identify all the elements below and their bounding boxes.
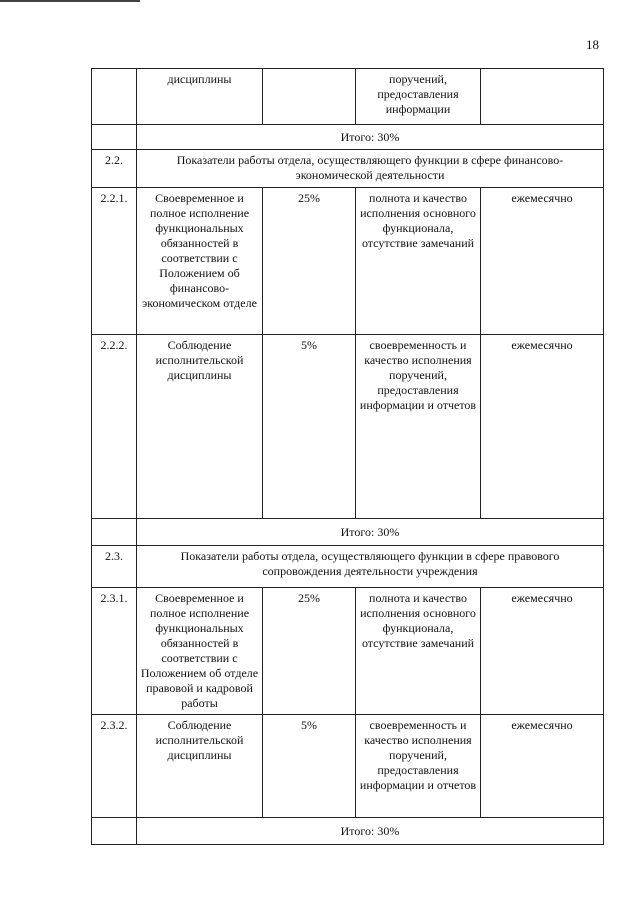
row-condition: полнота и качество исполнения основного функционала, отсутствие замечаний [356, 188, 481, 335]
row-condition: своевременность и качество исполнения поручений, предоставления информации и отчетов [356, 715, 481, 818]
cell-criterion: дисциплины [137, 69, 263, 125]
total-row [92, 125, 604, 150]
section-row-2-3 [92, 546, 604, 588]
row-condition: полнота и качество исполнения основного функционала, отсутствие замечаний [356, 588, 481, 715]
row-period: ежемесячно [481, 715, 604, 818]
cell-num [92, 69, 137, 125]
row-num: 2.3.2. [92, 715, 137, 818]
row-num: 2.2.1. [92, 188, 137, 335]
cell-period [481, 69, 604, 125]
row-criterion: Своевременное и полное исполнение функциональных обязанностей в соответствии с Положением об отделе правовой и кадровой работы [137, 588, 263, 715]
top-edge-rule [0, 0, 140, 2]
row-criterion: Своевременное и полное исполнение функциональных обязанностей в соответствии с Положением об финансово-экономическом отделе [137, 188, 263, 335]
row-percent: 25% [263, 188, 356, 335]
row-criterion: Соблюдение исполнительской дисциплины [137, 335, 263, 519]
cell-percent [263, 69, 356, 125]
row-period: ежемесячно [481, 335, 604, 519]
total-label: Итого: 30% [137, 818, 604, 845]
page-number: 18 [586, 37, 599, 52]
section-title: Показатели работы отдела, осуществляющего функции в сфере финансово-экономической деятельности [137, 150, 604, 188]
total-row [92, 519, 604, 546]
indicators-table [91, 68, 604, 845]
row-num: 2.3.1. [92, 588, 137, 715]
cell-num [92, 125, 137, 150]
row-num: 2.2.2. [92, 335, 137, 519]
table-row [92, 715, 604, 818]
table-row [92, 335, 604, 519]
total-label: Итого: 30% [137, 125, 604, 150]
cell-condition: поручений, предоставления информации [356, 69, 481, 125]
total-row [92, 818, 604, 845]
row-period: ежемесячно [481, 588, 604, 715]
row-percent: 25% [263, 588, 356, 715]
section-title: Показатели работы отдела, осуществляющего функции в сфере правового сопровождения деятельности учреждения [137, 546, 604, 588]
section-num: 2.3. [92, 546, 137, 588]
cell-num [92, 818, 137, 845]
cell-num [92, 519, 137, 546]
section-row-2-2 [92, 150, 604, 188]
table-row [92, 188, 604, 335]
row-criterion: Соблюдение исполнительской дисциплины [137, 715, 263, 818]
table-row [92, 588, 604, 715]
section-num: 2.2. [92, 150, 137, 188]
row-percent: 5% [263, 715, 356, 818]
total-label: Итого: 30% [137, 519, 604, 546]
table-row [92, 69, 604, 125]
row-period: ежемесячно [481, 188, 604, 335]
row-condition: своевременность и качество исполнения поручений, предоставления информации и отчетов [356, 335, 481, 519]
row-percent: 5% [263, 335, 356, 519]
